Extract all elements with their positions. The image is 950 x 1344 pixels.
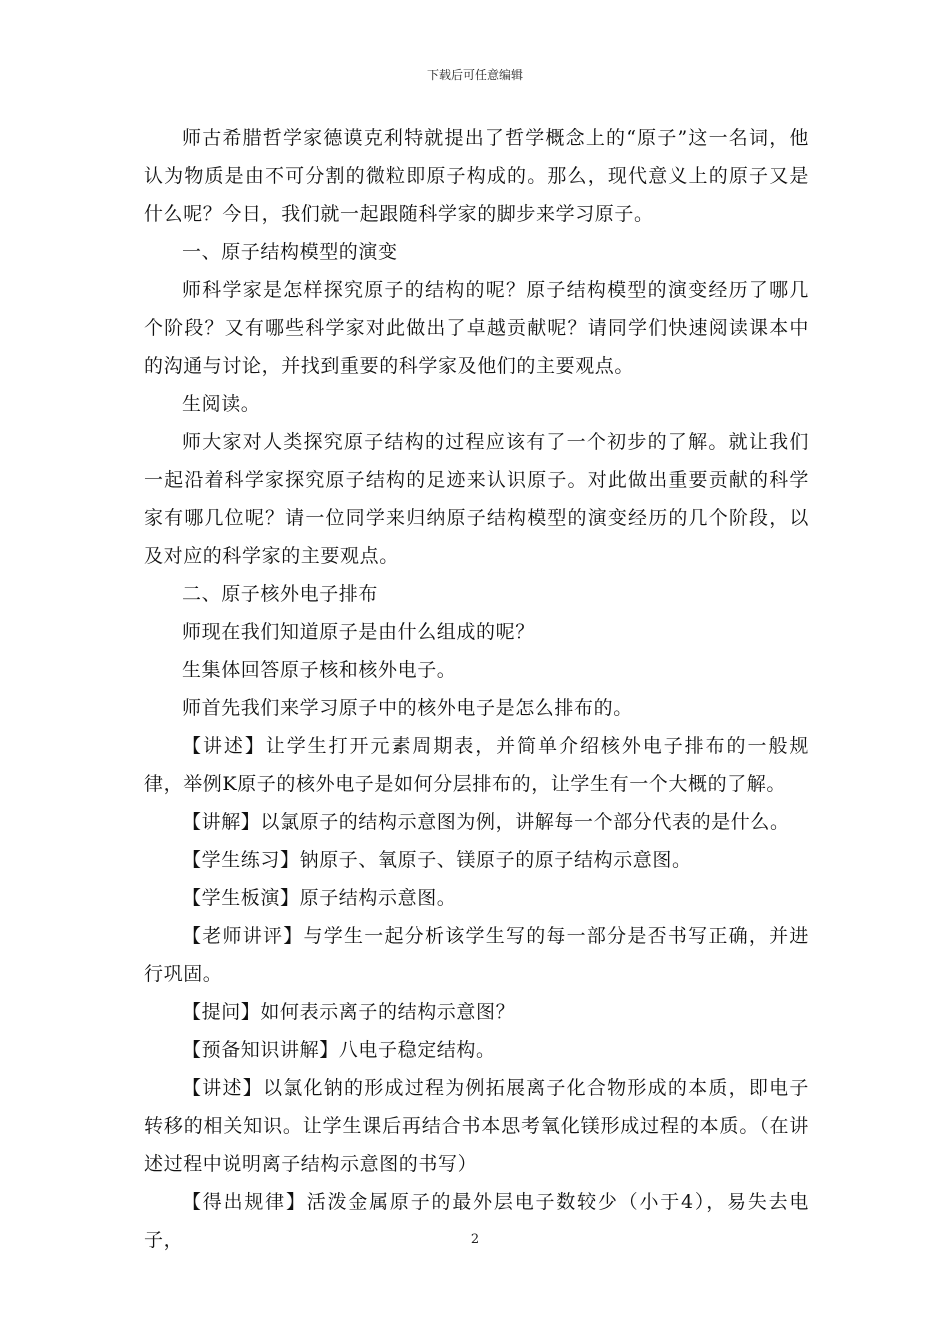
paragraph: 【讲述】以氯化钠的形成过程为例拓展离子化合物形成的本质，即电子转移的相关知识。让学生课后再结合书本思考氧化镁形成过程的本质。（在讲述过程中说明离子结构示意图的书写） [144,1077,809,1175]
paragraph: 师首先我们来学习原子中的核外电子是怎么排布的。 [182,697,633,719]
paragraph: 【讲述】让学生打开元素周期表，并简单介绍核外电子排布的一般规律，举例K原子的核外电子是如何分层排布的，让学生有一个大概的了解。 [144,735,809,795]
paragraph: 师现在我们知道原子是由什么组成的呢？ [182,621,535,643]
paragraph: 生阅读。 [182,393,261,415]
paragraph: 生集体回答原子核和核外电子。 [182,659,457,681]
paragraph: 师科学家是怎样探究原子的结构的呢？原子结构模型的演变经历了哪几个阶段？又有哪些科学家对此做出了卓越贡献呢？请同学们快速阅读课本中的沟通与讨论，并找到重要的科学家及他们的主要观点。 [144,279,809,377]
paragraph: 【学生练习】钠原子、氧原子、镁原子的原子结构示意图。 [182,849,692,871]
paragraph: 【讲解】以氯原子的结构示意图为例，讲解每一个部分代表的是什么。 [182,811,790,833]
paragraph: 师古希腊哲学家德谟克利特就提出了哲学概念上的“原子”这一名词，他认为物质是由不可分割的微粒即原子构成的。那么，现代意义上的原子又是什么呢？今日，我们就一起跟随科学家的脚步来学习原子。 [144,127,809,225]
paragraph: 【提问】如何表示离子的结构示意图？ [182,1001,516,1023]
section-heading: 二、原子核外电子排布 [182,583,379,605]
paragraph: 师大家对人类探究原子结构的过程应该有了一个初步的了解。就让我们一起沿着科学家探究原子结构的足迹来认识原子。对此做出重要贡献的科学家有哪几位呢？请一位同学来归纳原子结构模型的演变经历的几个阶段，以及对应的科学家的主要观点。 [144,431,809,567]
paragraph: 【老师讲评】与学生一起分析该学生写的每一部分是否书写正确，并进行巩固。 [144,925,809,985]
paragraph: 【预备知识讲解】八电子稳定结构。 [182,1039,496,1061]
page-number: 2 [470,1232,480,1247]
body-text [144,119,809,1259]
paragraph: 【学生板演】原子结构示意图。 [182,887,457,909]
page-header: 下载后可任意编辑 [426,68,523,82]
section-heading: 一、原子结构模型的演变 [182,241,398,263]
paragraph: 【得出规律】活泼金属原子的最外层电子数较少（小于4），易失去电子， [144,1191,809,1251]
